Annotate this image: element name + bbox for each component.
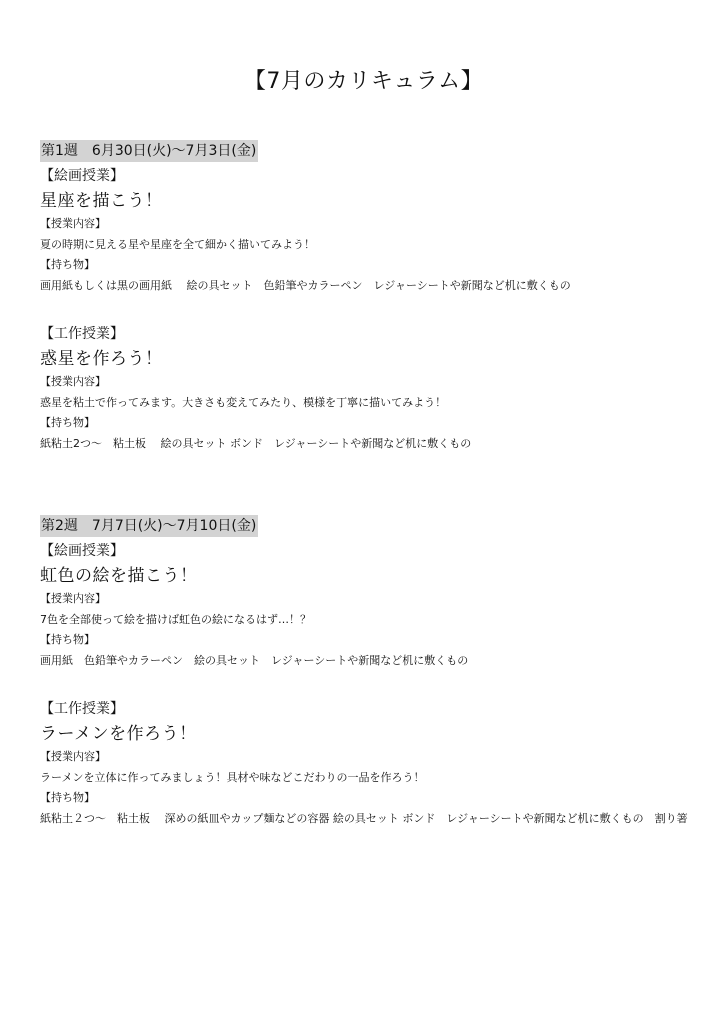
items-heading: 【持ち物】	[40, 416, 95, 429]
page-title: 【7月のカリキュラム】	[243, 69, 484, 94]
lesson-block	[40, 166, 700, 296]
content-heading: 【授業内容】	[40, 750, 106, 763]
lesson-block	[40, 324, 700, 454]
lesson-title: 星座を描こう！	[40, 191, 163, 211]
spacer	[40, 296, 700, 320]
lesson-type: 【絵画授業】	[40, 168, 124, 184]
lesson-type: 【工作授業】	[40, 701, 124, 717]
lesson-title: ラーメンを作ろう！	[40, 724, 197, 744]
lesson-block	[40, 699, 700, 829]
lesson-type: 【絵画授業】	[40, 543, 124, 559]
lesson-title: 惑星を作ろう！	[40, 349, 163, 369]
items-heading: 【持ち物】	[40, 633, 95, 646]
week-label: 第2週 7月7日(火)〜7月10日(金)	[40, 515, 258, 537]
items-text: 画用紙 色鉛筆やカラーペン 絵の具セット レジャーシートや新聞など机に敷くもの	[40, 654, 469, 667]
items-text: 紙粘土2つ〜 粘土板 絵の具セット ボンド レジャーシートや新聞など机に敷くもの	[40, 437, 472, 450]
week-label: 第1週 6月30日(火)〜7月3日(金)	[40, 140, 258, 162]
items-text: 紙粘土２つ〜 粘土板 深めの紙皿やカップ麺などの容器 絵の具セット ボンド レジャーシートや新聞など机に敷くもの 割り箸	[40, 812, 688, 825]
content-text: ラーメンを立体に作ってみましょう！具材や味などこだわりの一品を作ろう！	[40, 771, 425, 784]
items-text: 画用紙もしくは黒の画用紙 絵の具セット 色鉛筆やカラーペン レジャーシートや新聞など机に敷くもの	[40, 279, 571, 292]
lesson-block	[40, 541, 700, 671]
content-text: 惑星を粘土で作ってみます。大きさも変えてみたり、模様を丁寧に描いてみよう！	[40, 396, 447, 409]
items-heading: 【持ち物】	[40, 258, 95, 271]
spacer	[40, 671, 700, 695]
content-heading: 【授業内容】	[40, 375, 106, 388]
week-section	[40, 515, 700, 829]
items-heading: 【持ち物】	[40, 791, 95, 804]
content-text: 夏の時期に見える星や星座を全て細かく描いてみよう！	[40, 238, 315, 251]
week-section	[40, 140, 700, 454]
lesson-type: 【工作授業】	[40, 326, 124, 342]
lesson-title: 虹色の絵を描こう！	[40, 566, 198, 586]
content-heading: 【授業内容】	[40, 592, 106, 605]
content-heading: 【授業内容】	[40, 217, 106, 230]
content-text: 7色を全部使って絵を描けば虹色の絵になるはず…！？	[40, 613, 311, 626]
